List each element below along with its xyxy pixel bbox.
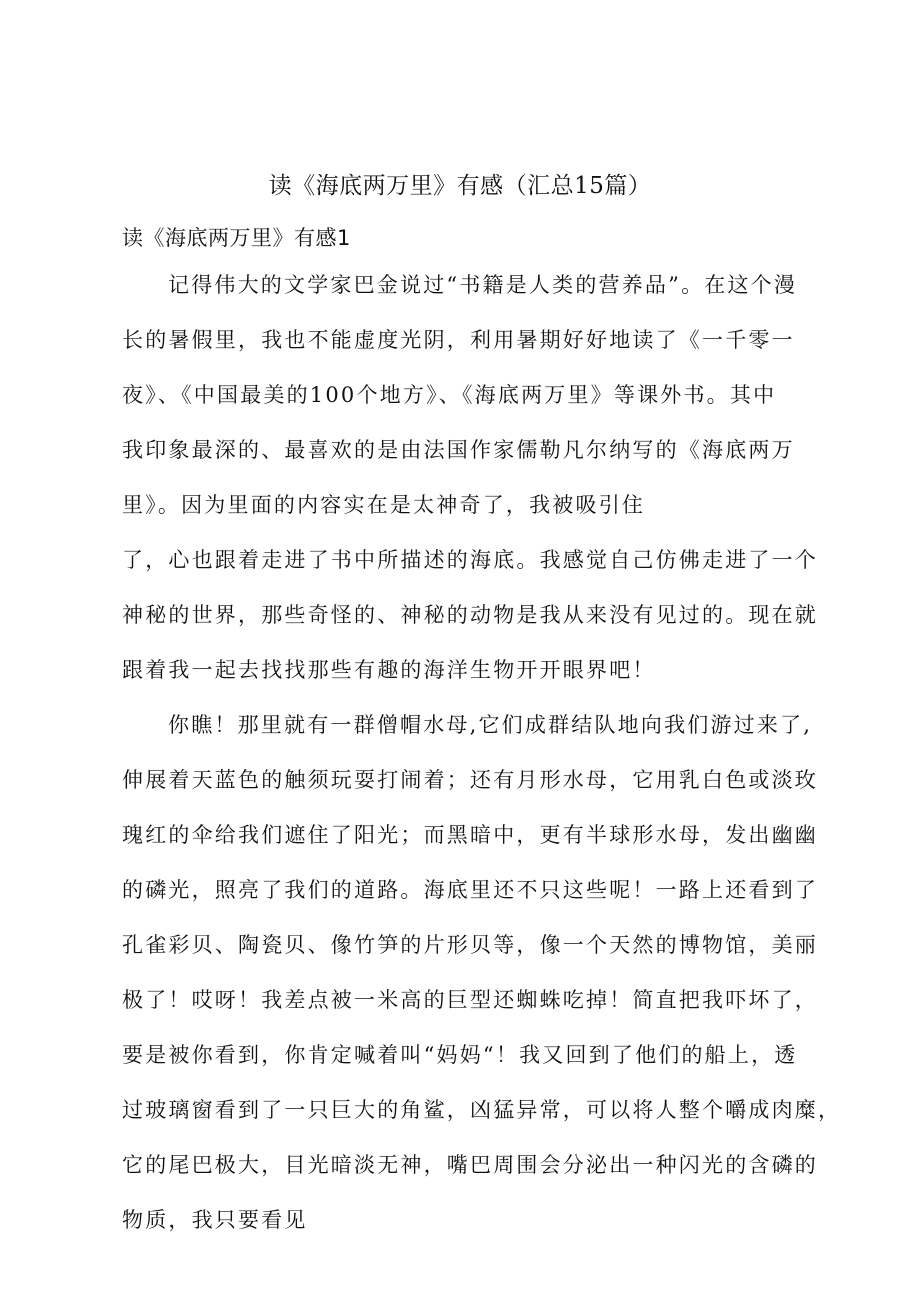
paragraph-line: 要是被你看到，你肯定喊着叫“妈妈“！我又回到了他们的船上，透 <box>122 1043 798 1067</box>
paragraph-line: 极了！哎呀！我差点被一米高的巨型还蜘蛛吃掉！简直把我吓坏了， <box>122 988 818 1012</box>
paragraph-line: 我印象最深的、最喜欢的是由法国作家儒勒凡尔纳写的《海底两万 <box>122 438 795 462</box>
paragraph-line: 夜》、《中国最美的100个地方》、《海底两万里》等课外书。其中 <box>122 383 777 407</box>
document-title: 读《海底两万里》有感（汇总15篇） <box>268 173 652 199</box>
paragraph-line: 它的尾巴极大，目光暗淡无神，嘴巴周围会分泌出一种闪光的含磷的 <box>122 1153 818 1177</box>
paragraph-line: 过玻璃窗看到了一只巨大的角鲨，凶猛异常，可以将人整个嚼成肉糜， <box>122 1098 842 1122</box>
paragraph-line: 了，心也跟着走进了书中所描述的海底。我感觉自己仿佛走进了一个 <box>122 548 818 572</box>
paragraph-line: 伸展着天蓝色的触须玩耍打闹着；还有月形水母，它用乳白色或淡玫 <box>122 768 818 792</box>
paragraph-line: 瑰红的伞给我们遮住了阳光；而黑暗中，更有半球形水母，发出幽幽 <box>122 823 818 847</box>
section-heading: 读《海底两万里》有感1 <box>122 226 351 250</box>
paragraph-line: 物质，我只要看见 <box>122 1208 308 1232</box>
paragraph-line: 长的暑假里，我也不能虚度光阴，利用暑期好好地读了《一千零一 <box>122 328 795 352</box>
paragraph-line: 孔雀彩贝、陶瓷贝、像竹笋的片形贝等，像一个天然的博物馆，美丽 <box>122 933 818 957</box>
paragraph-line: 的磷光，照亮了我们的道路。海底里还不只这些呢！一路上还看到了 <box>122 878 818 902</box>
paragraph-line: 神秘的世界，那些奇怪的、神秘的动物是我从来没有见过的。现在就 <box>122 603 818 627</box>
paragraph-line: 跟着我一起去找找那些有趣的海洋生物开开眼界吧！ <box>122 658 656 682</box>
paragraph-line: 里》。因为里面的内容实在是太神奇了，我被吸引住 <box>122 493 646 517</box>
paragraph-line: 你瞧！那里就有一群僧帽水母,它们成群结队地向我们游过来了, <box>168 713 813 737</box>
paragraph-line: 记得伟大的文学家巴金说过“书籍是人类的营养品”。在这个漫 <box>168 273 798 297</box>
